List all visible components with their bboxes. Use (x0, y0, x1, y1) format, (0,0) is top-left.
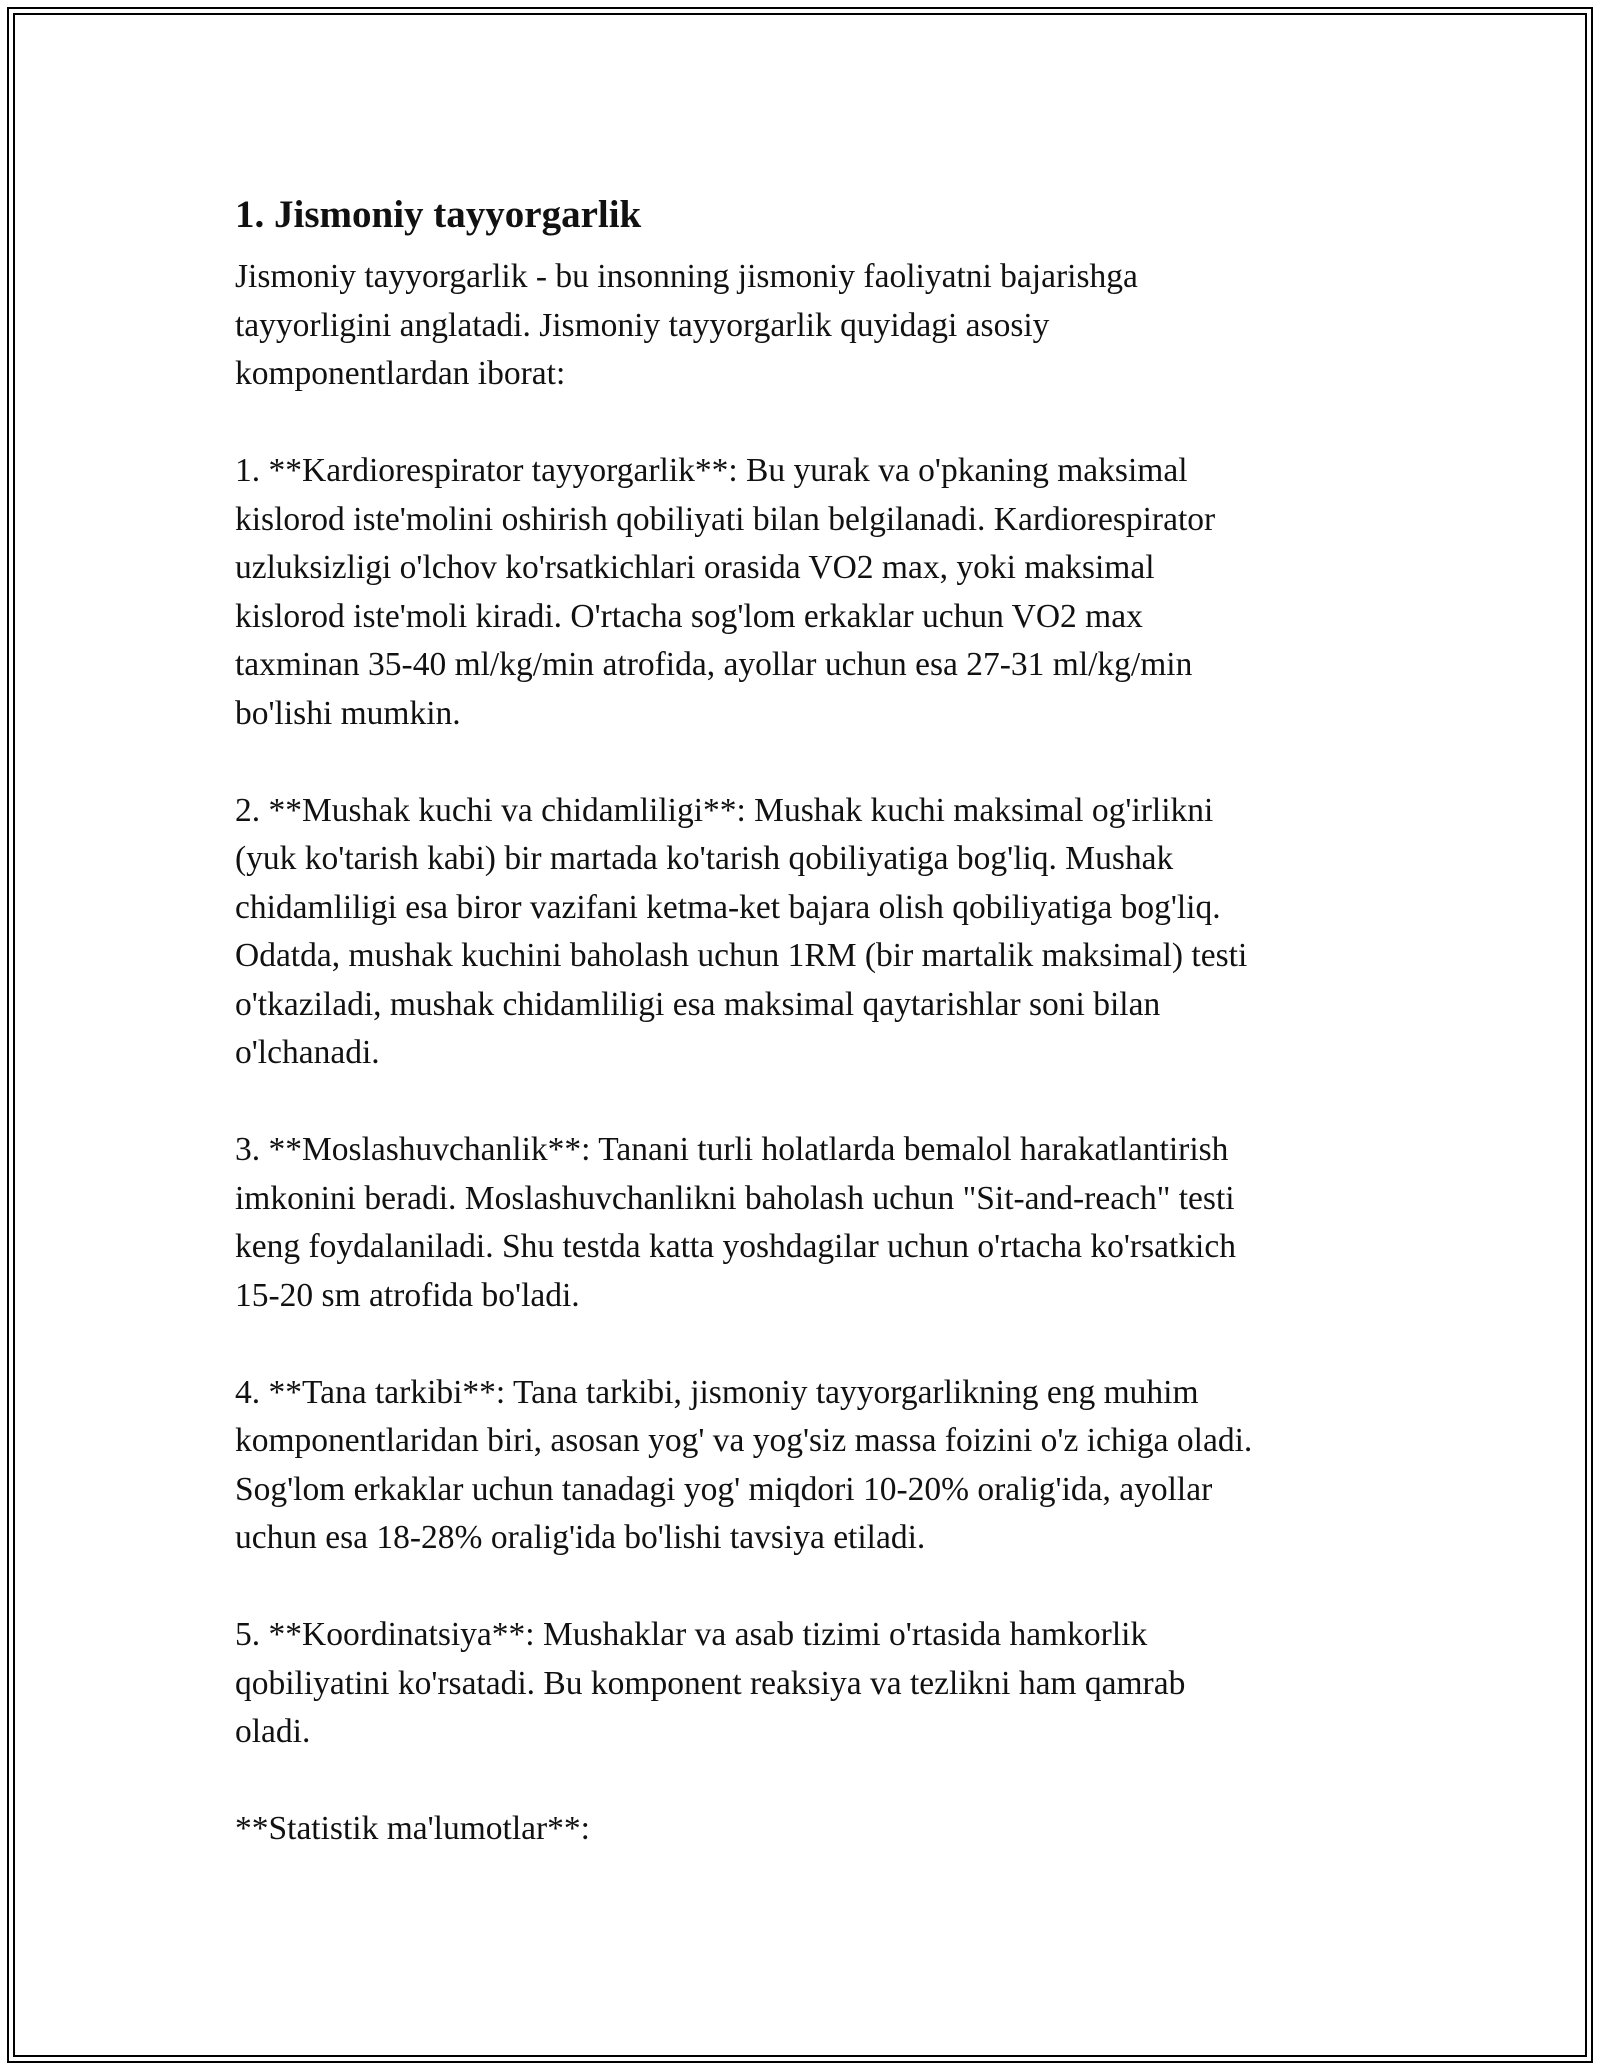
paragraph-gap (235, 1757, 1385, 1806)
text-line: komponentlardan iborat: (235, 355, 566, 392)
text-line: chidamliligi esa biror vazifani ketma-ket bajara olish qobiliyatiga bog'liq. (235, 888, 1221, 926)
text-line: Sog'lom erkaklar uchun tanadagi yog' miqdori 10-20% oralig'ida, ayollar (235, 1470, 1213, 1508)
text-line: uzluksizligi o'lchov ko'rsatkichlari orasida VO2 max, yoki maksimal (235, 549, 1155, 586)
text-line: 2. **Mushak kuchi va chidamliligi**: Mushak kuchi maksimal og'irlikni (235, 791, 1214, 829)
text-line: kislorod iste'molini oshirish qobiliyati bilan belgilanadi. Kardiorespirator (235, 500, 1216, 538)
text-line: imkonini beradi. Moslashuvchanlikni baholash uchun "Sit-and-reach" testi (235, 1179, 1235, 1217)
text-line: uchun esa 18-28% oralig'ida bo'lishi tavsiya etiladi. (235, 1519, 926, 1556)
text-line: bo'lishi mumkin. (235, 694, 461, 732)
paragraph-gap (235, 1320, 1385, 1369)
section-coordination (235, 1611, 1385, 1757)
text-line: 4. **Tana tarkibi**: Tana tarkibi, jismoniy tayyorgarlikning eng muhim (235, 1373, 1199, 1411)
text-line: 3. **Moslashuvchanlik**: Tanani turli holatlarda bemalol harakatlantirish (235, 1131, 1229, 1168)
text-line: 1. **Kardiorespirator tayyorgarlik**: Bu yurak va o'pkaning maksimal (235, 452, 1188, 489)
section-body-composition (235, 1369, 1385, 1563)
statistics-heading: **Statistik ma'lumotlar**: (235, 1810, 590, 1847)
text-line: o'tkaziladi, mushak chidamliligi esa maksimal qaytarishlar soni bilan (235, 985, 1161, 1023)
text-line: 5. **Koordinatsiya**: Mushaklar va asab tizimi o'rtasida hamkorlik (235, 1616, 1148, 1653)
text-line: Jismoniy tayyorgarlik - bu insonning jismoniy faoliyatni bajarishga (235, 258, 1138, 295)
text-line: oladi. (235, 1713, 311, 1750)
text-line: o'lchanadi. (235, 1034, 380, 1071)
paragraph-gap (235, 738, 1385, 787)
document-body (235, 185, 1385, 1854)
text-line: taxminan 35-40 ml/kg/min atrofida, ayollar uchun esa 27-31 ml/kg/min (235, 646, 1193, 683)
paragraph-gap (235, 1078, 1385, 1127)
text-line: (yuk ko'tarish kabi) bir martada ko'tarish qobiliyatiga bog'liq. Mushak (235, 840, 1174, 877)
text-line: Odatda, mushak kuchini baholash uchun 1RM (bir martalik maksimal) testi (235, 937, 1248, 974)
text-line: tayyorligini anglatadi. Jismoniy tayyorgarlik quyidagi asosiy (235, 306, 1050, 344)
paragraph-gap (235, 399, 1385, 448)
section-flexibility (235, 1126, 1385, 1320)
page-title: 1. Jismoniy tayyorgarlik (235, 193, 642, 236)
intro-paragraph (235, 253, 1385, 399)
text-line: keng foydalaniladi. Shu testda katta yoshdagilar uchun o'rtacha ko'rsatkich (235, 1228, 1236, 1265)
section-muscle-strength (235, 787, 1385, 1078)
text-line: kislorod iste'moli kiradi. O'rtacha sog'lom erkaklar uchun VO2 max (235, 597, 1143, 635)
section-cardiorespiratory (235, 447, 1385, 738)
text-line: komponentlaridan biri, asosan yog' va yog'siz massa foizini o'z ichiga oladi. (235, 1422, 1253, 1459)
paragraph-gap (235, 1563, 1385, 1612)
text-line: qobiliyatini ko'rsatadi. Bu komponent reaksiya va tezlikni ham qamrab (235, 1664, 1186, 1702)
text-line: 15-20 sm atrofida bo'ladi. (235, 1276, 580, 1314)
